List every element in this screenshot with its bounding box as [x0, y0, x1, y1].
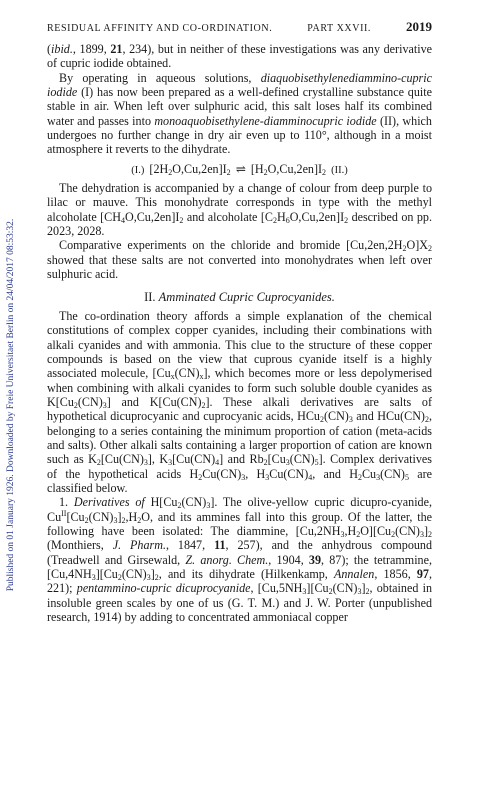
paragraph-aqueous-solutions: By operating in aqueous solutions, diaquobisethylenediammino-cupric iodide (I) has now been prepared as a well-defined crystalline substance quite stable in air. When left over sulphuric acid, this salt loses half its combined water and passes into monoaquobisethylene-diamminocupric iodide (II), which undergoes no further change in dry air even up to 110°, although in a moist atmosphere it reverts to the dihydrate.	[47, 70, 432, 157]
paragraph-comparative: Comparative experiments on the chloride and bromide $[Cu,2en,2H_2O]X_2$ showed that these salts are not converted into monohydrates when left over sulphuric acid.	[47, 238, 432, 282]
paragraph-dehydration: The dehydration is accompanied by a change of colour from deep purple to lilac or mauve. This monohydrate corresponds in type with the methyl alcoholate $[CH_4O,Cu,2en]I_2$ and alcoholate $[C_2H_6O,Cu,2en]I_2$ described on pp. 2023, 2028.	[47, 181, 432, 239]
part-label: PART XXVII.	[307, 23, 372, 34]
running-title: RESIDUAL AFFINITY AND CO-ORDINATION.	[47, 23, 273, 34]
running-header	[47, 20, 432, 42]
paragraph-derivatives: 1. Derivatives of $H[Cu_2(CN)_3]$. The olive-yellow cupric dicupro-cyanide, $Cu^{II}[Cu_2(CN)_3]_2,H_2O$, and its ammines fall into this group. Of the latter, the following have been isolated: The diammine, $[Cu,2NH_3,H_2O][Cu_2(CN)_3]_2$ (Monthiers, J. Pharm., 1847, 11, 257), and the anhydrous compound (Treadwell and Girsewald, Z. anorg. Chem., 1904, 39, 87); the tetrammine, $[Cu,4NH_3][Cu_2(CN)_3]_2$, and its dihydrate (Hilkenkamp, Annalen, 1856, 97, 221); pentammino-cupric dicuprocyanide, $[Cu,5NH_3][Cu_2(CN)_3]_2$, obtained in insoluble green scales by one of us (G. T. M.) and J. W. Porter (unpublished research, 1914) by adding to concentrated ammoniacal copper	[47, 495, 433, 625]
section-heading: II. Amminated Cupric Cuprocyanides.	[144, 289, 335, 304]
article-page	[47, 20, 432, 624]
paragraph-continuation: (ibid., 1899, 21, 234), but in neither of these investigations was any derivative of cupric iodide obtained.	[47, 42, 432, 71]
page-number: 2019	[405, 19, 432, 34]
download-notice	[0, 60, 22, 750]
download-notice-text: Published on 01 January 1926. Downloaded by Freie Universitaet Berlin on 24/04/2017 08:53:32.	[6, 218, 16, 592]
paragraph-coordination-theory: The co-ordination theory affords a simple explanation of the chemical constitutions of complex copper cyanides, including their combinations with alkali cyanides and with ammonia. This clue to the structure of these copper compounds is based on the view that cuprous cyanide itself is a highly associated molecule, $[Cu_x(CN)_x]$, which becomes more or less depolymerised when combining with alkali cyanides to form such soluble double cyanides as $K[Cu_2(CN)_3]$ and $K[Cu(CN)_2]$. These alkali derivatives are salts of hypothetical dicuprocyanic and cuprocyanic acids, $HCu_2(CN)_3$ and $HCu(CN)_2$, belonging to a series containing the minimum proportion of cation (meta-acids and salts). Other alkali salts containing a larger proportion of cation are known such as $K_2[Cu(CN)_3]$, $K_3[Cu(CN)_4]$ and $Rb_2[Cu_3(CN)_5]$. Complex derivatives of the hypothetical acids $H_2Cu(CN)_3$, $H_3Cu(CN)_4$, and $H_2Cu_3(CN)_5$ are classified below.	[47, 308, 433, 495]
equilibrium-equation: (I.) $[2H_2O,Cu,2en]I_2$ ⇌ $[H_2O,Cu,2en]I_2$ (II.)	[131, 161, 348, 177]
